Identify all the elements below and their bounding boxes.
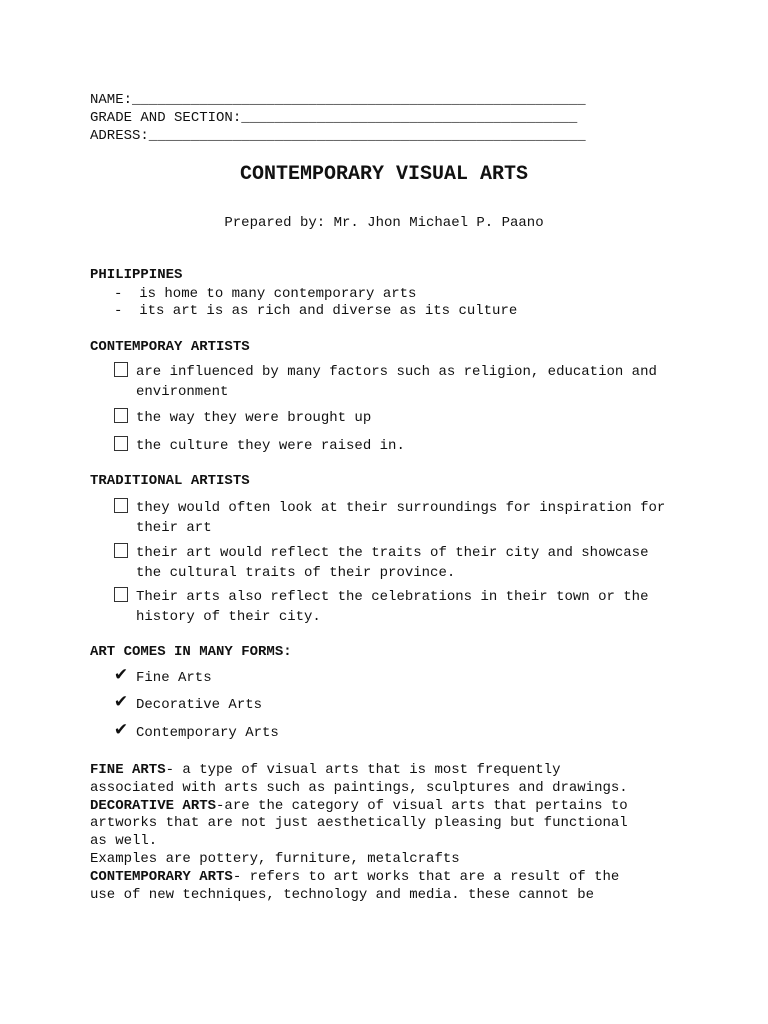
list-item-text: they would often look at their surroundings for inspiration for their art	[136, 500, 666, 536]
examples-line: Examples are pottery, furniture, metalcrafts	[90, 850, 460, 867]
list-item-text: their art would reflect the traits of their city and showcase the cultural traits of their province.	[136, 545, 649, 581]
missing-glyph-bullet-icon	[114, 436, 128, 451]
decorative-arts-definition: -are the category of visual arts that pertains to	[216, 797, 628, 814]
checkmark-icon: ✔	[113, 665, 129, 685]
checkmark-icon: ✔	[113, 720, 129, 740]
list-item-text: Fine Arts	[136, 670, 212, 686]
fine-arts-term: FINE ARTS	[90, 762, 166, 778]
fine-arts-definition: - a type of visual arts that is most frequently	[165, 762, 561, 778]
missing-glyph-bullet-icon	[114, 408, 128, 423]
missing-glyph-bullet-icon	[114, 362, 128, 377]
missing-glyph-bullet-icon	[114, 498, 128, 513]
grade-section-field-line: GRADE AND SECTION:________________________________________	[90, 110, 578, 126]
list-item-text: the way they were brought up	[136, 410, 372, 426]
list-item-text: are influenced by many factors such as religion, education and environment	[136, 364, 657, 400]
contemporary-arts-definition-cont: use of new techniques, technology and media. these cannot be	[90, 886, 595, 903]
contemporary-arts-definition: - refers to art works that are a result of the	[232, 868, 620, 885]
prepared-by: Prepared by: Mr. Jhon Michael P. Paano	[224, 215, 544, 231]
art-forms-heading: ART COMES IN MANY FORMS:	[90, 644, 292, 660]
decorative-arts-definition-cont: artworks that are not just aesthetically pleasing but functional	[90, 815, 628, 832]
philippines-heading: PHILIPPINES	[90, 267, 183, 283]
list-item-text: the culture they were raised in.	[136, 438, 405, 454]
missing-glyph-bullet-icon	[114, 587, 128, 602]
philippines-item: - its art is as rich and diverse as its culture	[114, 303, 518, 319]
missing-glyph-bullet-icon	[114, 543, 128, 558]
traditional-artists-heading: TRADITIONAL ARTISTS	[90, 473, 250, 489]
list-item-text: Their arts also reflect the celebrations in their town or the history of their city.	[136, 589, 649, 625]
checkmark-icon: ✔	[113, 692, 129, 712]
name-field-line: NAME:______________________________________________________	[90, 92, 586, 108]
contemporary-artists-heading: CONTEMPORAY ARTISTS	[90, 339, 250, 355]
list-item-text: Decorative Arts	[136, 697, 263, 713]
decorative-arts-definition-cont: as well.	[90, 833, 158, 850]
philippines-item: - is home to many contemporary arts	[114, 286, 417, 302]
list-item-text: Contemporary Arts	[136, 725, 279, 741]
fine-arts-definition-cont: associated with arts such as paintings, sculptures and drawings.	[90, 779, 628, 796]
contemporary-arts-term: CONTEMPORARY ARTS	[90, 868, 233, 885]
definitions-paragraph	[90, 762, 690, 904]
address-field-line: ADRESS:____________________________________________________	[90, 128, 586, 144]
document-title: CONTEMPORARY VISUAL ARTS	[239, 163, 529, 186]
decorative-arts-term: DECORATIVE ARTS	[90, 797, 217, 814]
